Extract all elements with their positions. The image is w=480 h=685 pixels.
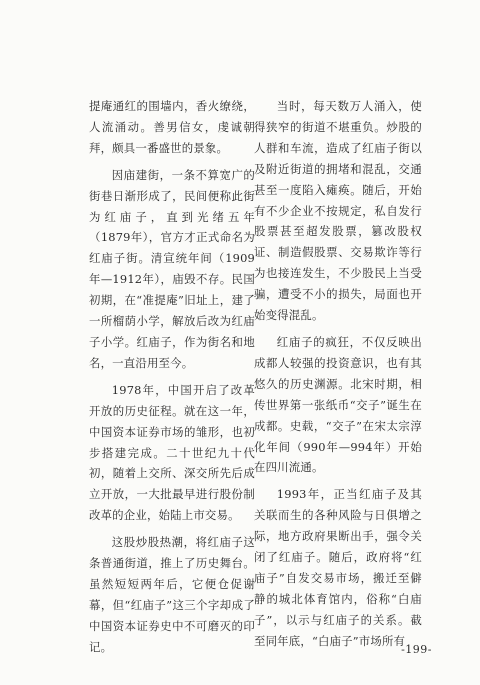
paragraph: 提庵通红的围墙内，香火缭绕，人流涌动。善男信女，虔诚朝拜，颇具一番盛世的景象。 [89,99,255,155]
page-number: -199- [401,643,432,656]
paragraph: 红庙子的疯狂，不仅反映出成都人较强的投资意识，也有其悠久的历史渊源。北宋时期，相传世界第一张纸币“交子”诞生在成都。史载，“交子”在宋太宗淳化年间（990年—994年）开始在四川流通。 [254,334,422,475]
paragraph: 1978年，中国开启了改革开放的历史征程。就在这一年，中国资本证券市场的雏形，也初步搭建完成。二十世纪九十代初，随着上交所、深交所先后成立开放，一大批最早进行股份制改革的企业，始陆上市交易。 [89,382,255,523]
left-column [89,96,255,664]
paragraph: 因庙建街，一条不算宽广的街巷日渐形成了，民间便称此街为红庙子，直到光绪五年（1879年），官方才正式命名为红庙子街。清宣统年间（1909年—1912年），庙毁不存。民国初期，在“准提庵”旧址上，建了一所榴荫小学，解放后改为红庙子小学。红庙子，作为街名和地名，一直沿用至今。 [89,167,255,370]
right-column [254,96,422,658]
paragraph: 1993年，正当红庙子及其关联而生的各种风险与日俱增之际，地方政府果断出手，强令关闭了红庙子。随后，政府将“红庙子”自发交易市场，搬迁至僻静的城北体育馆内，俗称“白庙子”，以示与红庙子的关系。截至同年底，“白庙子”市场所有 [254,487,422,648]
paragraph: 这股炒股热潮，将红庙子这条普通街道，推上了历史舞台。虽然短短两年后，它便仓促谢幕，但“红庙子”这三个字却成了中国资本证券史中不可磨灭的印记。 [89,535,255,654]
paragraph: 当时，每天数万人涌入，使得狭窄的街道不堪重负。炒股的人群和车流，造成了红庙子街以及附近街道的拥堵和混乱，交通甚至一度陷入瘫痪。随后，开始有不少企业不按规定，私自发行股票甚至超发股票，篡改股权证、制造假股票、交易欺诈等行为也接连发生，不少股民上当受骗，遭受不小的损失，局面也开始变得混乱。 [254,99,422,323]
